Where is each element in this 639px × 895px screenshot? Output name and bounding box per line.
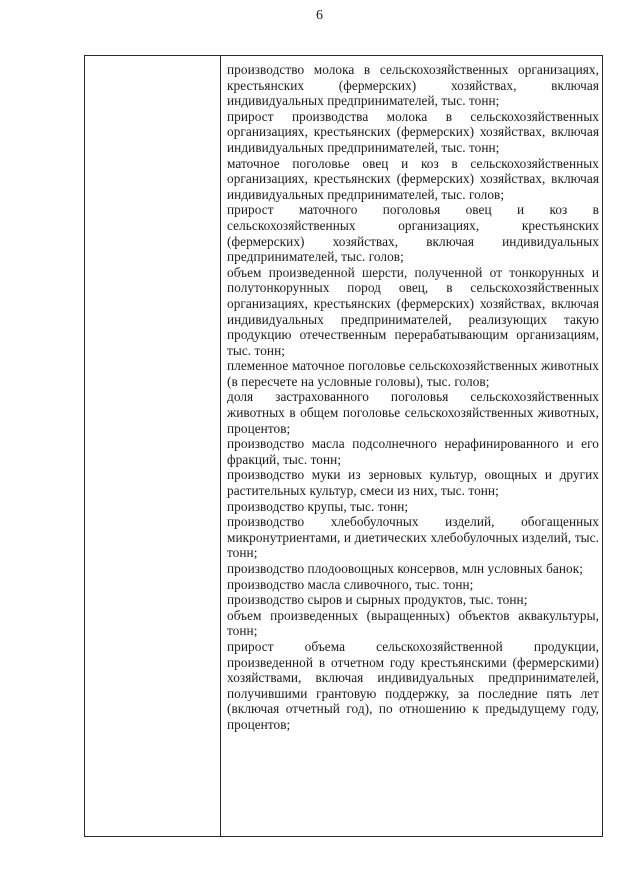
list-item-milk-production: производство молока в сельскохозяйственных организациях, крестьянских (фермерских) хозяйствах, включая индивидуальных предпринимателей, тыс. тонн; [227,62,599,109]
list-item-insured-livestock-share: доля застрахованного поголовья сельскохозяйственных животных в общем поголовье сельскохозяйственных животных, процентов; [227,389,599,436]
list-item-aquaculture: объем произведенных (выращенных) объектов аквакультуры, тонн; [227,607,599,639]
page-number: 6 [316,8,323,23]
list-item-butter: производство масла сливочного, тыс. тонн; [227,576,474,592]
list-item-milk-production-growth: прирост производства молока в сельскохозяйственных организациях, крестьянских (фермерских) хозяйствах, включая индивидуальных предпринимателей, тыс. тонн; [227,108,599,155]
list-item-wool-volume: объем произведенной шерсти, полученной от тонкорунных и полутонкорунных пород овец, в сельскохозяйственных организациях, крестьянских (фермерских) хозяйствах, включая индивидуальных предпринимателей, реализующих такую продукцию отечественным перерабатывающим организациям, тыс. тонн; [227,264,599,358]
list-item-sunflower-oil: производство масла подсолнечного нерафинированного и его фракций, тыс. тонн; [227,436,599,467]
list-item-breeding-livestock: племенное маточное поголовье сельскохозяйственных животных (в пересчете на условные головы), тыс. голов; [227,358,599,389]
list-item-sheep-goat-livestock-growth: прирост маточного поголовья овец и коз в сельскохозяйственных организациях, крестьянских (фермерских) хозяйствах, включая индивидуальных предпринимателей, тыс. голов; [227,202,599,265]
table-left-column [85,56,221,836]
document-table [84,55,603,837]
list-item-cheese: производство сыров и сырных продуктов, тыс. тонн; [227,592,528,608]
list-item-groats: производство крупы, тыс. тонн; [227,498,409,514]
table-right-column [227,62,599,733]
list-item-sheep-goat-livestock: маточное поголовье овец и коз в сельскохозяйственных организациях, крестьянских (фермерских) хозяйствах, включая индивидуальных предпринимателей, тыс. голов; [227,155,599,202]
list-item-farm-output-growth: прирост объема сельскохозяйственной продукции, произведенной в отчетном году крестьянскими (фермерскими) хозяйствами, включая индивидуальных предпринимателей, получившими грантовую поддержку, за последние пять лет (включая отчетный год), по отношению к предыдущему году, процентов; [227,638,599,732]
list-item-canned-fruit-vegetables: производство плодоовощных консервов, млн условных банок; [227,561,583,576]
list-item-flour: производство муки из зерновых культур, овощных и других растительных культур, смеси из них, тыс. тонн; [227,467,599,499]
list-item-bakery-products: производство хлебобулочных изделий, обогащенных микронутриентами, и диетических хлебобулочных изделий, тыс. тонн; [227,514,599,561]
